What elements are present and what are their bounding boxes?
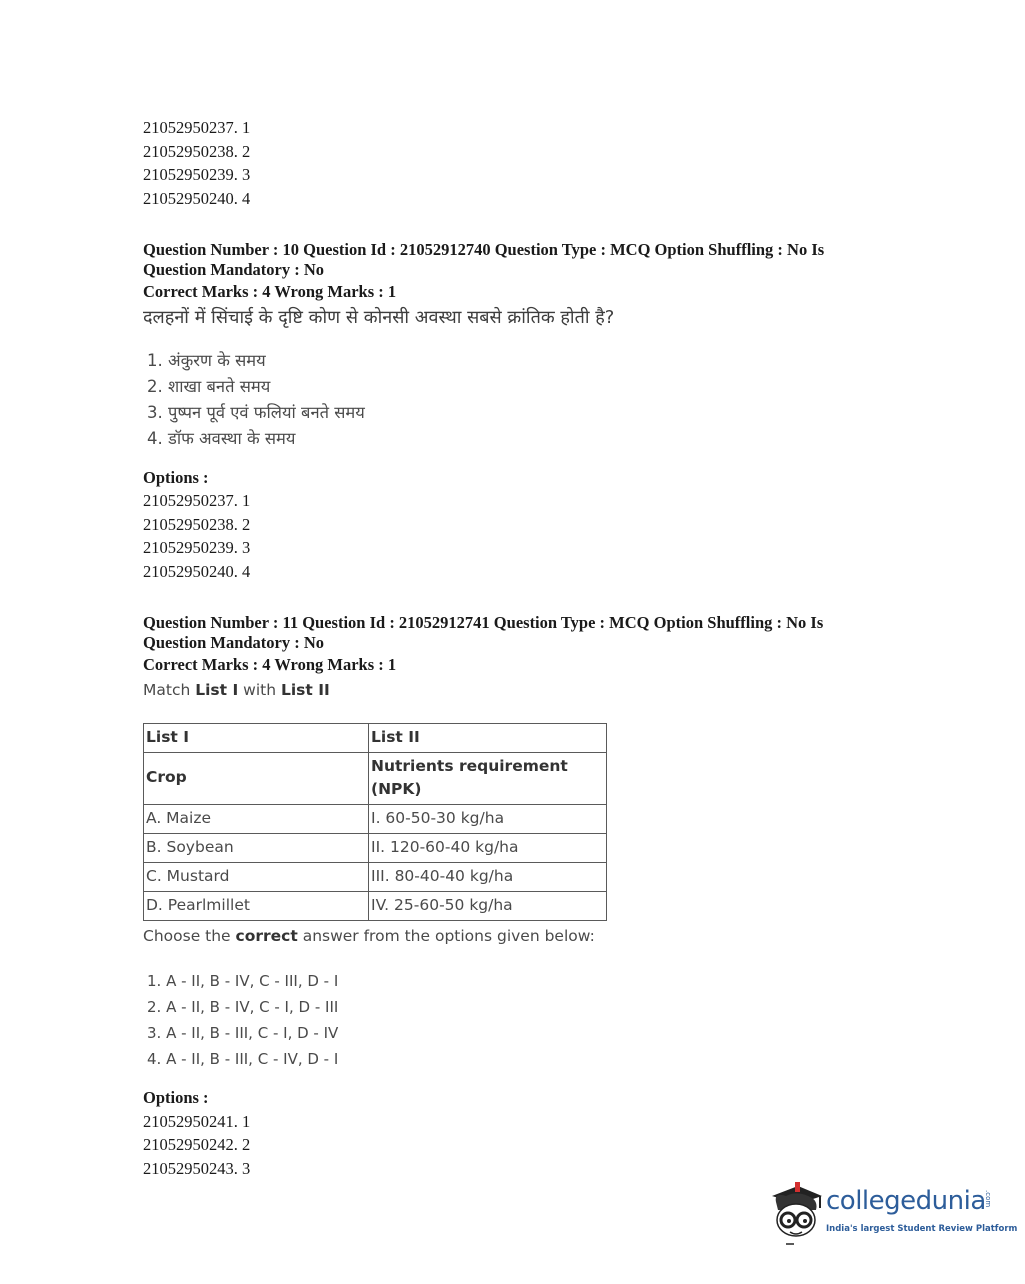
intro-list2: List II	[280, 681, 330, 699]
logo-wordmark: collegedunia	[826, 1186, 986, 1216]
options-list	[143, 1110, 883, 1181]
table-cell: List II	[369, 723, 607, 752]
answer-choice: 4. A - II, B - III, C - IV, D - I	[147, 1050, 339, 1068]
answer-choice: 3. पुष्पन पूर्व एवं फलियां बनते समय	[147, 402, 365, 422]
table-cell: Nutrients requirement (NPK)	[369, 752, 607, 804]
option-line: 21052950243. 3	[143, 1158, 251, 1178]
question-marks: Correct Marks : 4 Wrong Marks : 1	[143, 282, 397, 301]
table-cell: D. Pearlmillet	[144, 891, 369, 920]
table-cell: B. Soybean	[144, 833, 369, 862]
table-cell: List I	[144, 723, 369, 752]
options-label: Options :	[143, 1088, 209, 1107]
answer-choice: 1. A - II, B - IV, C - III, D - I	[147, 972, 339, 990]
question-header: Question Number : 10 Question Id : 21052912740 Question Type : MCQ Option Shuffling : No Is Question Mandatory : No	[143, 240, 825, 279]
answer-choice: 3. A - II, B - III, C - I, D - IV	[147, 1024, 339, 1042]
logo-suffix: .com	[984, 1190, 992, 1208]
choose-instruction	[143, 925, 883, 949]
choose-text: answer from the options given below:	[297, 926, 595, 945]
table-row	[144, 752, 607, 804]
option-line: 21052950239. 3	[143, 538, 251, 557]
option-line: 21052950242. 2	[143, 1135, 251, 1154]
top-options-list	[143, 116, 883, 210]
answer-choice: 1. अंकुरण के समय	[147, 350, 266, 370]
option-line: 21052950237. 1	[143, 118, 251, 137]
question-text: दलहनों में सिंचाई के दृष्टि कोण से कोनसी अवस्था सबसे क्रांतिक होती है?	[143, 307, 615, 328]
intro-text: with	[238, 681, 281, 699]
options-list	[143, 489, 883, 583]
answer-choice: 2. A - II, B - IV, C - I, D - III	[147, 998, 339, 1016]
table-row	[144, 804, 607, 833]
option-line: 21052950238. 2	[143, 141, 251, 161]
option-line: 21052950239. 3	[143, 165, 251, 184]
option-line: 21052950240. 4	[143, 561, 251, 581]
choose-text: Choose the	[143, 926, 236, 945]
table-cell: Crop	[144, 752, 369, 804]
choose-bold: correct	[235, 926, 298, 945]
intro-list1: List I	[195, 681, 239, 699]
answer-choice: 2. शाखा बनते समय	[147, 376, 271, 396]
intro-text: Match	[143, 681, 196, 699]
table-row	[144, 862, 607, 891]
option-line: 21052950241. 1	[143, 1111, 251, 1131]
options-label: Options :	[143, 467, 209, 487]
logo-tagline: India's largest Student Review Platform	[826, 1224, 1018, 1234]
question-11	[143, 613, 883, 1180]
option-line: 21052950237. 1	[143, 491, 251, 510]
table-cell: I. 60-50-30 kg/ha	[369, 804, 607, 833]
table-cell: III. 80-40-40 kg/ha	[369, 862, 607, 891]
question-header: Question Number : 11 Question Id : 21052912741 Question Type : MCQ Option Shuffling : No Is Question Mandatory : No	[143, 613, 824, 652]
answer-choices	[143, 968, 883, 1072]
document-page	[143, 116, 883, 1180]
option-line: 21052950238. 2	[143, 514, 251, 534]
question-10	[143, 240, 883, 583]
table-cell: II. 120-60-40 kg/ha	[369, 833, 607, 862]
table-row	[144, 833, 607, 862]
mascot-icon	[768, 1178, 826, 1248]
option-line: 21052950240. 4	[143, 188, 251, 208]
match-table	[143, 723, 607, 921]
answer-choice: 4. डॉफ अवस्था के समय	[147, 428, 296, 448]
table-row	[144, 723, 607, 752]
table-row	[144, 891, 607, 920]
question-marks: Correct Marks : 4 Wrong Marks : 1	[143, 655, 397, 674]
table-cell: C. Mustard	[144, 862, 369, 891]
answer-choices	[143, 348, 883, 452]
table-cell: A. Maize	[144, 804, 369, 833]
table-cell: IV. 25-60-50 kg/ha	[369, 891, 607, 920]
collegedunia-logo	[768, 1178, 1018, 1248]
match-intro	[143, 679, 883, 703]
